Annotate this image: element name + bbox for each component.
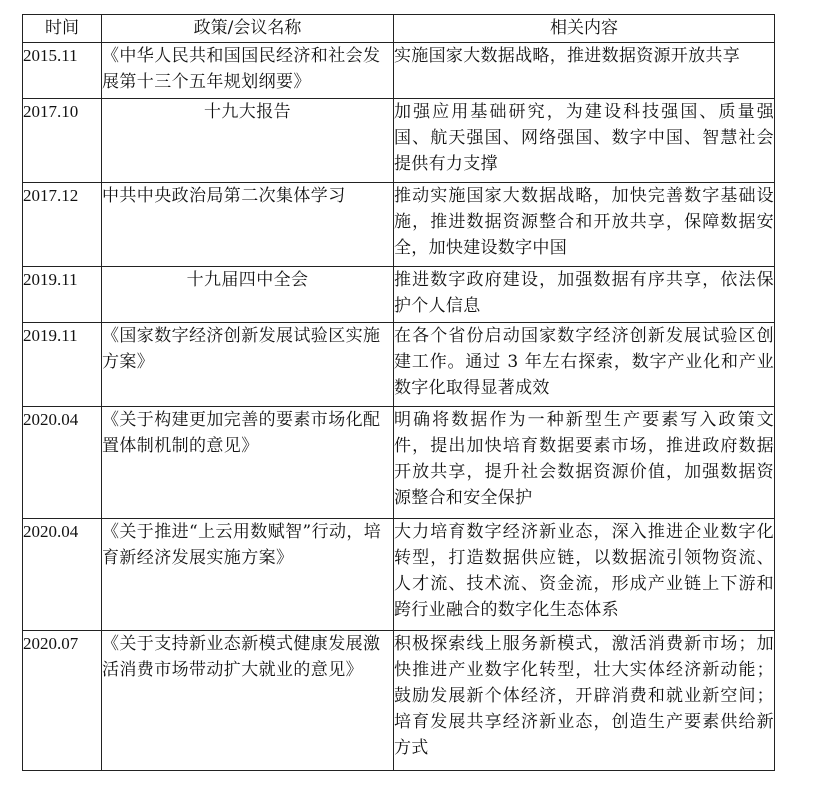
row-name: 《中华人民共和国国民经济和社会发展第十三个五年规划纲要》 [102,43,394,99]
row-content: 推动实施国家大数据战略，加快完善数字基础设施，推进数据资源整合和开放共享，保障数据安全，加快建设数字中国 [394,183,775,267]
table-row [23,43,775,99]
row-content: 加强应用基础研究，为建设科技强国、质量强国、航天强国、网络强国、数字中国、智慧社会提供有力支撑 [394,99,775,183]
row-content: 推进数字政府建设，加强数据有序共享，依法保护个人信息 [394,267,775,323]
row-name: 《国家数字经济创新发展试验区实施方案》 [102,323,394,407]
row-content: 明确将数据作为一种新型生产要素写入政策文件，提出加快培育数据要素市场，推进政府数据开放共享，提升社会数据资源价值，加强数据资源整合和安全保护 [394,407,775,519]
row-date: 2017.10 [23,99,102,183]
row-name: 《关于支持新业态新模式健康发展激活消费市场带动扩大就业的意见》 [102,631,394,771]
row-date: 2017.12 [23,183,102,267]
header-content: 相关内容 [394,15,775,43]
table-row [23,407,775,519]
table-row [23,183,775,267]
row-content: 实施国家大数据战略，推进数据资源开放共享 [394,43,775,99]
header-date: 时间 [23,15,102,43]
row-date: 2015.11 [23,43,102,99]
row-content: 大力培育数字经济新业态，深入推进企业数字化转型，打造数据供应链，以数据流引领物资流、人才流、技术流、资金流，形成产业链上下游和跨行业融合的数字化生态体系 [394,519,775,631]
row-date: 2019.11 [23,323,102,407]
row-content: 积极探索线上服务新模式，激活消费新市场；加快推进产业数字化转型，壮大实体经济新动能；鼓励发展新个体经济，开辟消费和就业新空间；培育发展共享经济新业态，创造生产要素供给新方式 [394,631,775,771]
row-content: 在各个省份启动国家数字经济创新发展试验区创建工作。通过 3 年左右探索，数字产业化和产业数字化取得显著成效 [394,323,775,407]
row-name: 十九大报告 [102,99,394,183]
table-row [23,519,775,631]
policy-table [22,14,775,771]
row-name: 《关于推进“上云用数赋智”行动，培育新经济发展实施方案》 [102,519,394,631]
table-row [23,99,775,183]
table-row [23,267,775,323]
row-date: 2020.04 [23,407,102,519]
table-row [23,631,775,771]
row-name: 十九届四中全会 [102,267,394,323]
table-row [23,323,775,407]
header-name: 政策/会议名称 [102,15,394,43]
row-name: 《关于构建更加完善的要素市场化配置体制机制的意见》 [102,407,394,519]
row-date: 2020.07 [23,631,102,771]
row-name: 中共中央政治局第二次集体学习 [102,183,394,267]
header-row [23,15,775,43]
row-date: 2020.04 [23,519,102,631]
row-date: 2019.11 [23,267,102,323]
